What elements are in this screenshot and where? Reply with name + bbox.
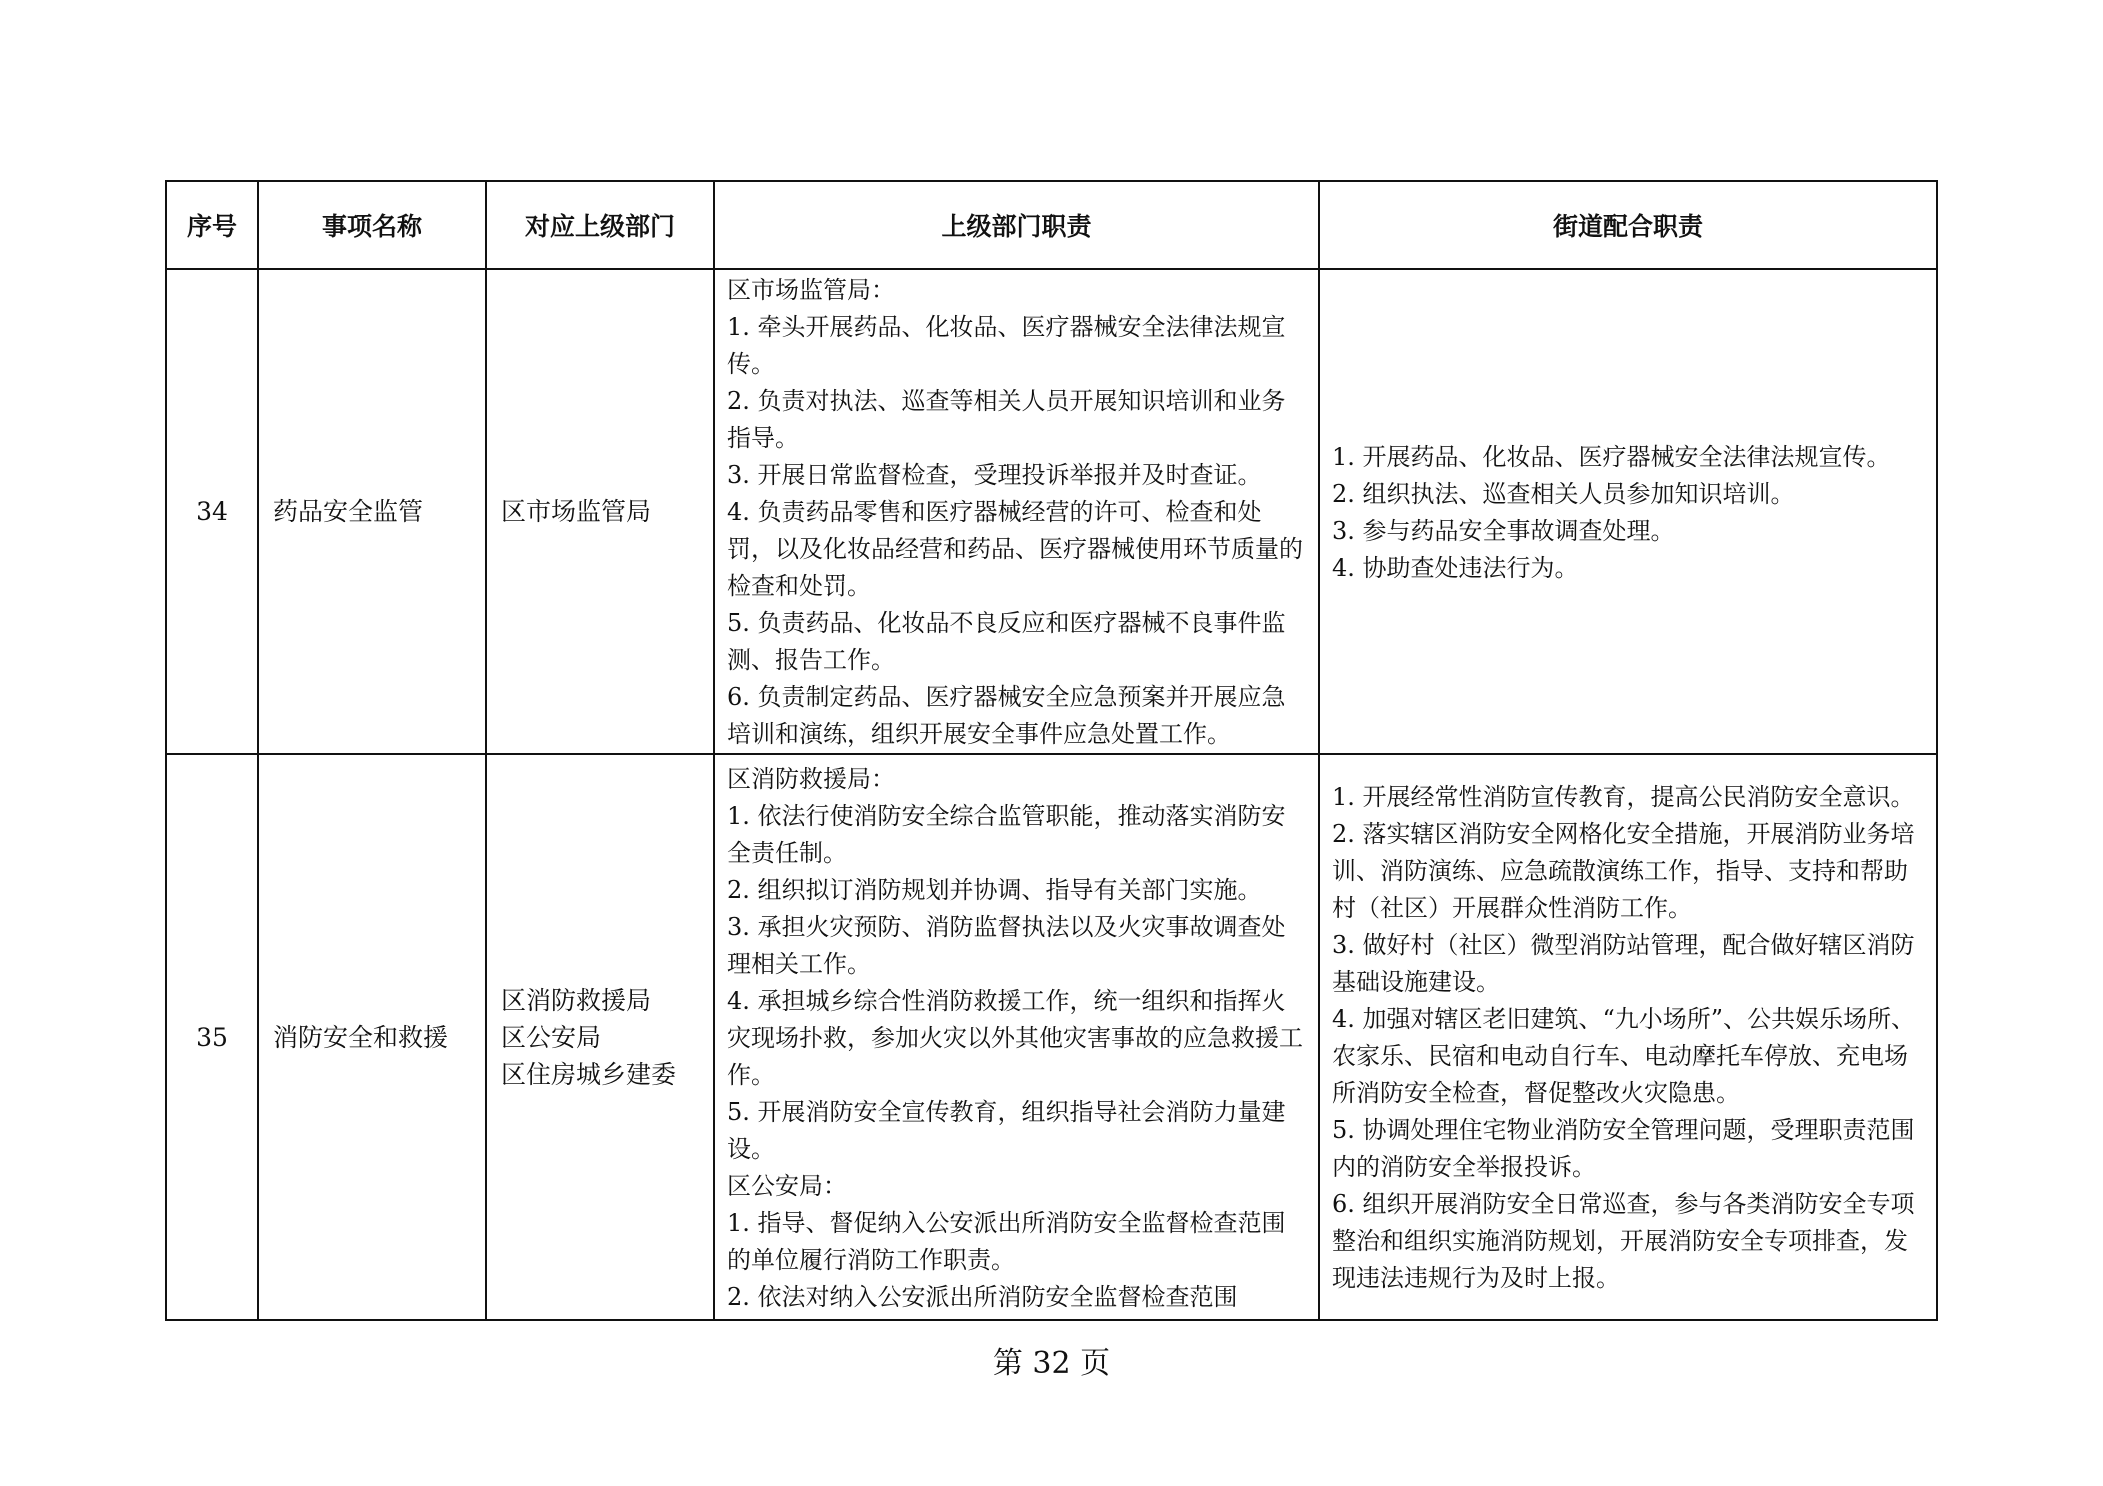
duty-line: 4. 承担城乡综合性消防救援工作，统一组织和指挥火灾现场扑救，参加火灾以外其他灾害事故的应急救援工作。 <box>727 986 1303 1089</box>
street-duty-line: 1. 开展经常性消防宣传教育，提高公民消防安全意识。 <box>1332 783 1915 811</box>
duty-line: 2. 组织拟订消防规划并协调、指导有关部门实施。 <box>727 875 1262 904</box>
page-number: 第 32 页 <box>992 1346 1111 1381</box>
header-street-duties: 街道配合职责 <box>1319 181 1937 269</box>
duty-line: 区消防救援局： <box>727 764 895 793</box>
street-duty-line: 3. 参与药品安全事故调查处理。 <box>1332 516 1675 545</box>
upper-dept-cell <box>486 269 714 754</box>
dept-line: 区住房城乡建委 <box>501 1059 677 1089</box>
duty-line: 区公安局： <box>727 1171 847 1200</box>
upper-duties-cell <box>714 269 1319 754</box>
street-duty-line: 2. 组织执法、巡查相关人员参加知识培训。 <box>1332 479 1795 508</box>
street-duties-cell <box>1319 269 1937 754</box>
street-duties-cell <box>1319 754 1937 1320</box>
street-duty-line: 5. 协调处理住宅物业消防安全管理问题，受理职责范围内的消防安全举报投诉。 <box>1332 1116 1915 1181</box>
street-duty-line: 6. 组织开展消防安全日常巡查，参与各类消防安全专项整治和组织实施消防规划，开展消防安全专项排查，发现违法违规行为及时上报。 <box>1332 1190 1915 1292</box>
duty-line: 3. 承担火灾预防、消防监督执法以及火灾事故调查处理相关工作。 <box>727 912 1286 978</box>
duty-line: 4. 负责药品零售和医疗器械经营的许可、检查和处罚，以及化妆品经营和药品、医疗器械使用环节质量的检查和处罚。 <box>727 498 1303 600</box>
header-item-name: 事项名称 <box>258 181 486 269</box>
header-no: 序号 <box>166 181 258 269</box>
duty-line: 2. 依法对纳入公安派出所消防安全监督检查范围 <box>727 1282 1238 1311</box>
duty-line: 6. 负责制定药品、医疗器械安全应急预案并开展应急培训和演练，组织开展安全事件应急处置工作。 <box>727 683 1286 748</box>
item-name: 药品安全监管 <box>258 269 486 754</box>
duty-line: 1. 牵头开展药品、化妆品、医疗器械安全法律法规宣传。 <box>727 313 1286 378</box>
duty-line: 3. 开展日常监督检查，受理投诉举报并及时查证。 <box>727 461 1262 489</box>
duty-line: 1. 依法行使消防安全综合监管职能，推动落实消防安全责任制。 <box>727 801 1286 867</box>
table-row <box>166 754 1937 1320</box>
duty-line: 5. 开展消防安全宣传教育，组织指导社会消防力量建设。 <box>727 1097 1286 1163</box>
row-number: 35 <box>166 754 258 1320</box>
upper-duties-cell <box>714 754 1319 1320</box>
street-duty-line: 4. 加强对辖区老旧建筑、“九小场所”、公共娱乐场所、农家乐、民宿和电动自行车、电动摩托车停放、充电场所消防安全检查，督促整改火灾隐患。 <box>1332 1005 1916 1107</box>
dept-line: 区市场监管局 <box>501 497 652 526</box>
table-row <box>166 269 1937 754</box>
header-row <box>166 181 1937 269</box>
duty-line: 1. 指导、督促纳入公安派出所消防安全监督检查范围的单位履行消防工作职责。 <box>727 1208 1286 1274</box>
street-duty-line: 1. 开展药品、化妆品、医疗器械安全法律法规宣传。 <box>1332 442 1891 471</box>
item-name: 消防安全和救援 <box>258 754 486 1320</box>
upper-dept-cell <box>486 754 714 1320</box>
duty-line: 2. 负责对执法、巡查等相关人员开展知识培训和业务指导。 <box>727 387 1286 452</box>
duty-line: 5. 负责药品、化妆品不良反应和医疗器械不良事件监测、报告工作。 <box>727 609 1286 674</box>
street-duty-line: 3. 做好村（社区）微型消防站管理，配合做好辖区消防基础设施建设。 <box>1332 931 1915 996</box>
street-duty-line: 4. 协助查处违法行为。 <box>1332 553 1579 582</box>
dept-line: 区消防救援局 <box>501 985 652 1015</box>
header-upper-dept: 对应上级部门 <box>486 181 714 269</box>
row-number: 34 <box>166 269 258 754</box>
duty-table <box>165 180 1938 1321</box>
header-upper-duties: 上级部门职责 <box>714 181 1319 269</box>
street-duty-line: 2. 落实辖区消防安全网格化安全措施，开展消防业务培训、消防演练、应急疏散演练工作，指导、支持和帮助村（社区）开展群众性消防工作。 <box>1332 820 1915 922</box>
dept-line: 区公安局 <box>501 1022 602 1052</box>
duty-line: 区市场监管局： <box>727 276 895 304</box>
